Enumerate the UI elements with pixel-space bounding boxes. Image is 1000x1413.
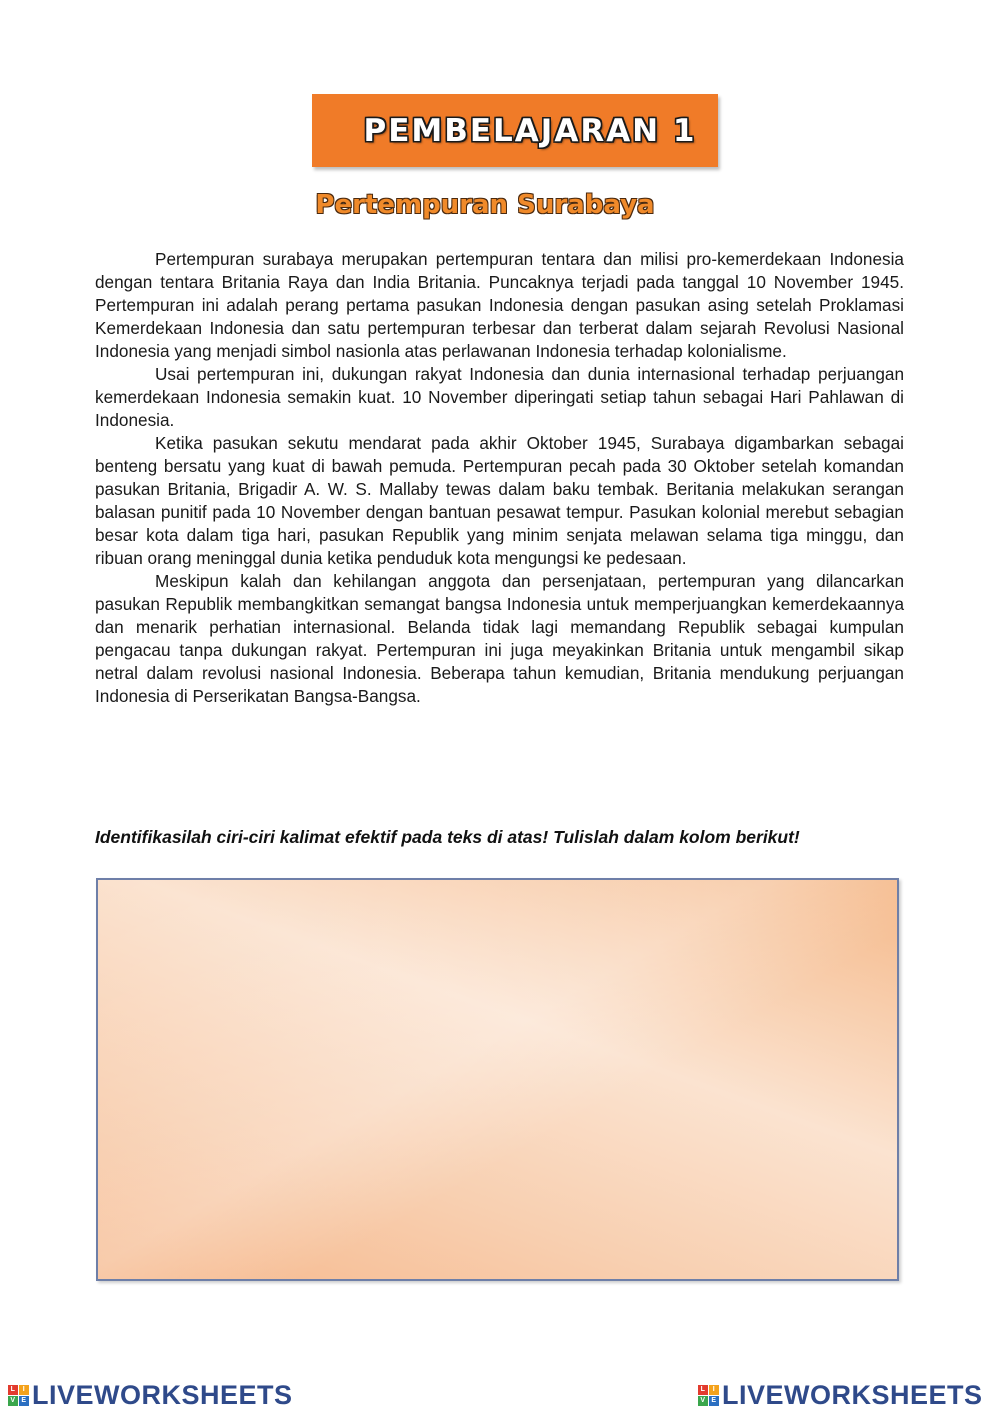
logo-letter: V xyxy=(8,1396,18,1406)
liveworksheets-logo-left[interactable] xyxy=(8,1380,293,1411)
brand-name: LIVEWORKSHEETS xyxy=(722,1380,983,1410)
title-banner xyxy=(312,94,718,167)
brand-name: LIVEWORKSHEETS xyxy=(32,1380,293,1410)
article-body xyxy=(95,248,904,708)
answer-box[interactable] xyxy=(96,878,899,1281)
logo-letter: E xyxy=(19,1396,29,1406)
answer-textarea[interactable] xyxy=(98,880,897,1279)
page-title: PEMBELAJARAN 1 xyxy=(363,112,697,149)
liveworksheets-icon xyxy=(698,1385,719,1406)
article-paragraph: Pertempuran surabaya merupakan pertempuran tentara dan milisi pro-kemerdekaan Indonesia dengan tentara Britania Raya dan India Britania. Puncaknya terjadi pada tanggal 10 November 1945. Pertempuran ini adalah perang pertama pasukan Indonesia dengan pasukan asing setelah Proklamasi Kemerdekaan Indonesia dan satu pertempuran terbesar dan terberat dalam sejarah Revolusi Nasional Indonesia yang menjadi simbol nasionla atas perlawanan Indonesia terhadap kolonialisme. xyxy=(95,249,904,361)
article-paragraph: Usai pertempuran ini, dukungan rakyat Indonesia dan dunia internasional terhadap perjuangan kemerdekaan Indonesia semakin kuat. 10 November diperingati setiap tahun sebagai Hari Pahlawan di Indonesia. xyxy=(95,364,904,430)
article-paragraph: Ketika pasukan sekutu mendarat pada akhir Oktober 1945, Surabaya digambarkan sebagai benteng bersatu yang kuat di bawah pemuda. Pertempuran pecah pada 30 Oktober setelah komandan pasukan Britania, Brigadir A. W. S. Mallaby tewas dalam baku tembak. Beritania melakukan serangan balasan punitif pada 10 November dengan bantuan pesawat tempur. Pasukan kolonial merebut sebagian besar kota dalam tiga hari, pasukan Republik yang minim senjata melawan selama tiga minggu, dan ribuan orang meninggal dunia ketika penduduk kota mengungsi ke pedesaan. xyxy=(95,433,904,568)
article-paragraph: Meskipun kalah dan kehilangan anggota dan persenjataan, pertempuran yang dilancarkan pasukan Republik membangkitkan semangat bangsa Indonesia untuk memperjuangkan kemerdekaannya dan menarik perhatian internasional. Belanda tidak lagi memandang Republik sebagai kumpulan pengacau tanpa dukungan rakyat. Pertempuran ini juga meyakinkan Britania untuk mengambil sikap netral dalam revolusi nasional Indonesia. Beberapa tahun kemudian, Britania mendukung perjuangan Indonesia di Perserikatan Bangsa-Bangsa. xyxy=(95,571,904,706)
article-subtitle: Pertempuran Surabaya xyxy=(315,190,655,220)
liveworksheets-icon xyxy=(8,1385,29,1406)
liveworksheets-logo-right[interactable] xyxy=(698,1380,983,1411)
logo-letter: L xyxy=(698,1385,708,1395)
question-instruction: Identifikasilah ciri-ciri kalimat efektif pada teks di atas! Tulislah dalam kolom berikut! xyxy=(95,827,800,847)
logo-letter: I xyxy=(709,1385,719,1395)
logo-letter: E xyxy=(709,1396,719,1406)
logo-letter: V xyxy=(698,1396,708,1406)
logo-letter: I xyxy=(19,1385,29,1395)
logo-letter: L xyxy=(8,1385,18,1395)
